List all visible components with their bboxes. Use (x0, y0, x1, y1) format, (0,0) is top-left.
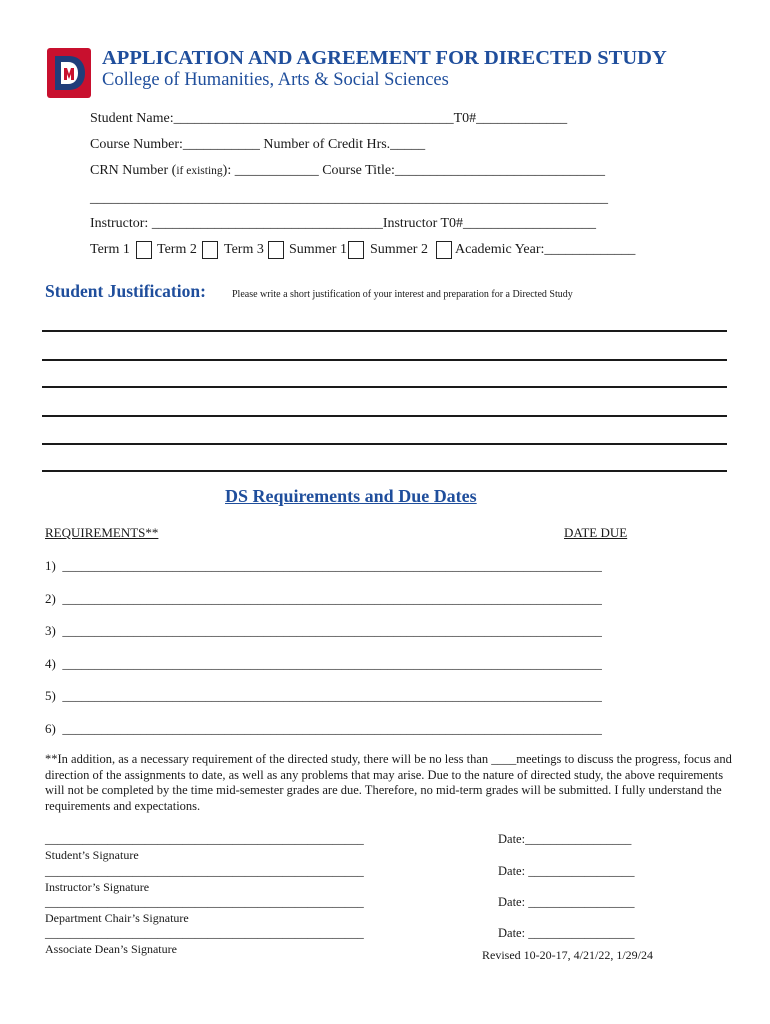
course-number-field[interactable]: Course Number:___________ Number of Credit Hrs._____ (90, 137, 426, 152)
associate-dean-signature-line[interactable]: ___________________________________________________ (45, 926, 364, 940)
requirement-line-1[interactable]: 1) ___________________________________________________________________________________ (45, 558, 602, 573)
academic-year-field[interactable]: Academic Year:_____________ (455, 242, 636, 257)
term-1-checkbox[interactable] (136, 241, 152, 259)
course-title-continuation-line[interactable]: __________________________________________________________________________ (90, 191, 608, 206)
requirement-line-6[interactable]: 6) ___________________________________________________________________________________ (45, 721, 602, 736)
justification-instructions: Please write a short justification of your interest and preparation for a Directed Study (232, 289, 573, 300)
department-chair-signature-line[interactable]: ___________________________________________________ (45, 895, 364, 909)
justification-line[interactable] (42, 415, 727, 417)
department-chair-signature-label: Department Chair’s Signature (45, 911, 189, 925)
summer-1-label: Summer 1 (289, 242, 347, 257)
associate-dean-date-field[interactable]: Date: _________________ (498, 926, 635, 940)
term-3-label: Term 3 (224, 242, 264, 257)
requirement-line-4[interactable]: 4) ___________________________________________________________________________________ (45, 656, 602, 671)
term-2-label: Term 2 (157, 242, 197, 257)
instructor-date-field[interactable]: Date: _________________ (498, 864, 635, 878)
requirement-line-3[interactable]: 3) ___________________________________________________________________________________ (45, 623, 602, 638)
term-3-checkbox[interactable] (268, 241, 284, 259)
revision-dates: Revised 10-20-17, 4/21/22, 1/29/24 (482, 948, 653, 962)
student-date-field[interactable]: Date:_________________ (498, 832, 632, 846)
requirement-line-2[interactable]: 2) ___________________________________________________________________________________ (45, 591, 602, 606)
justification-line[interactable] (42, 470, 727, 472)
student-signature-label: Student’s Signature (45, 848, 139, 862)
justification-line[interactable] (42, 443, 727, 445)
student-name-field[interactable]: Student Name:________________________________________T0#_____________ (90, 111, 568, 126)
justification-heading: Student Justification: (45, 281, 206, 301)
justification-line[interactable] (42, 386, 727, 388)
crn-course-title-label: ): ____________ Course Title:______________________________ (222, 163, 605, 178)
associate-dean-signature-label: Associate Dean’s Signature (45, 942, 177, 956)
summer-2-checkbox[interactable] (436, 241, 452, 259)
term-1-label: Term 1 (90, 242, 130, 257)
university-logo (45, 46, 93, 100)
meetings-agreement-paragraph: **In addition, as a necessary requirement of the directed study, there will be no less than ____meetings to discuss the progress, focus and direction of the assignments to date, as well as any problems that may arise. Due to the nature of directed study, the above requirements will not be completed by the time mid-semester grades are due. Therefore, no mid-term grades will be submitted. I fully understand the requirements and expectations. (45, 752, 732, 813)
requirements-column-label: REQUIREMENTS** (45, 525, 159, 540)
department-chair-date-field[interactable]: Date: _________________ (498, 895, 635, 909)
college-subtitle: College of Humanities, Arts & Social Sciences (102, 70, 449, 90)
instructor-signature-label: Instructor’s Signature (45, 880, 150, 894)
instructor-signature-line[interactable]: ___________________________________________________ (45, 864, 364, 878)
requirements-heading: DS Requirements and Due Dates (225, 486, 477, 506)
student-signature-line[interactable]: ___________________________________________________ (45, 832, 364, 846)
document-title: APPLICATION AND AGREEMENT FOR DIRECTED STUDY (102, 47, 667, 69)
crn-if-existing-note: if existing (176, 165, 223, 177)
summer-2-label: Summer 2 (370, 242, 428, 257)
requirement-line-5[interactable]: 5) ___________________________________________________________________________________ (45, 688, 602, 703)
crn-course-title-field[interactable] (90, 163, 605, 179)
summer-1-checkbox[interactable] (348, 241, 364, 259)
crn-label: CRN Number ( (90, 163, 177, 178)
term-2-checkbox[interactable] (202, 241, 218, 259)
justification-line[interactable] (42, 330, 727, 332)
justification-line[interactable] (42, 359, 727, 361)
date-due-column-label: DATE DUE (564, 525, 628, 540)
instructor-field[interactable]: Instructor: _________________________________Instructor T0#___________________ (90, 216, 597, 231)
